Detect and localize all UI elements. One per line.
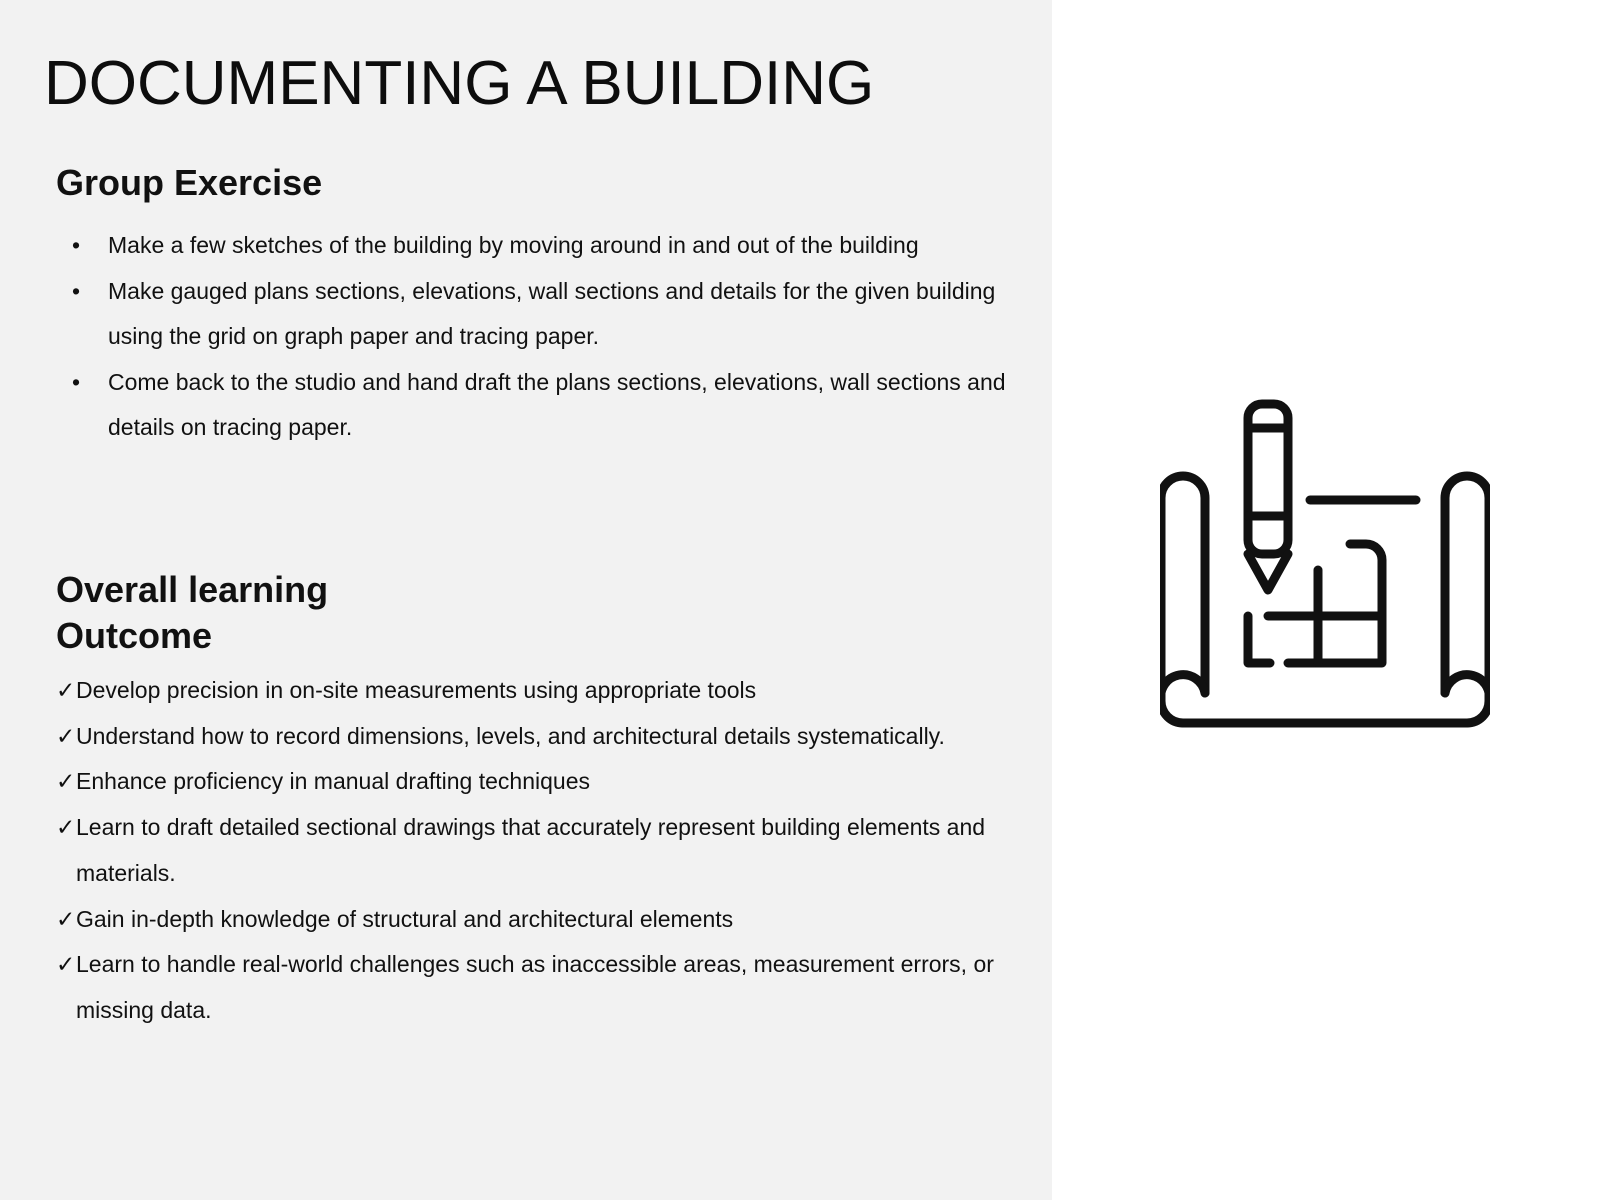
list-item: [56, 759, 1016, 805]
list-item: [56, 805, 1016, 896]
list-item-text: Come back to the studio and hand draft the plans sections, elevations, wall sections and details on tracing paper.: [108, 368, 1006, 440]
list-item-text: Make gauged plans sections, elevations, wall sections and details for the given building using the grid on graph paper and tracing paper.: [108, 277, 996, 349]
list-item-text: Develop precision in on-site measurements using appropriate tools: [76, 677, 757, 703]
checkmark-icon: ✓: [56, 814, 76, 841]
list-item: [56, 897, 1016, 943]
checkmark-icon: ✓: [56, 677, 76, 703]
list-item-text: Learn to handle real-world challenges such as inaccessible areas, measurement errors, or missing data.: [76, 951, 994, 1023]
list-item: [56, 714, 1016, 760]
bullet-icon: •: [72, 368, 81, 395]
checkmark-icon: ✓: [56, 768, 76, 795]
slide-title: DOCUMENTING A BUILDING: [44, 49, 875, 118]
list-item: [72, 223, 1022, 269]
checkmark-icon: ✓: [56, 722, 76, 749]
bullet-icon: •: [72, 232, 81, 258]
group-exercise-list: [72, 223, 1022, 451]
list-item-text: Gain in-depth knowledge of structural and architectural elements: [76, 905, 734, 932]
list-item: [56, 668, 1016, 714]
list-item-text: Make a few sketches of the building by moving around in and out of the building: [108, 232, 919, 258]
learning-outcome-list: [56, 668, 1016, 1034]
learning-outcome-heading: Overall learning Outcome: [56, 569, 329, 656]
checkmark-icon: ✓: [56, 905, 76, 932]
list-item-text: Enhance proficiency in manual drafting techniques: [76, 768, 590, 795]
bullet-icon: •: [72, 277, 81, 304]
list-item: [56, 942, 1016, 1033]
list-item: [72, 360, 1022, 451]
list-item-text: Understand how to record dimensions, levels, and architectural details systematically.: [76, 722, 945, 749]
group-exercise-heading: Group Exercise: [56, 162, 323, 203]
list-item-text: Learn to draft detailed sectional drawings that accurately represent building elements and materials.: [76, 814, 986, 886]
blueprint-with-pencil-icon: [1160, 398, 1490, 738]
list-item: [72, 269, 1022, 360]
checkmark-icon: ✓: [56, 951, 76, 978]
